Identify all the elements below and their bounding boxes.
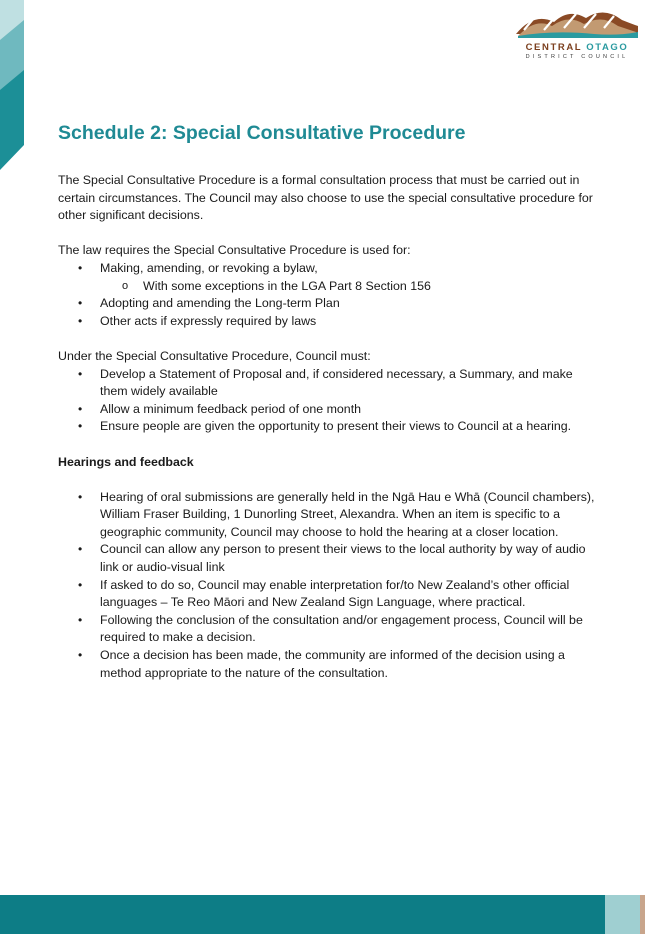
logo-mountains-icon [514, 4, 640, 42]
council-list [58, 366, 598, 436]
list-item: • Hearing of oral submissions are generally held in the Ngā Hau e Whā (Council chambers), William Fraser Building, 1 Dunorling Street, Alexandra. When an item is specific to a geographic community, Council may choose to hold the hearing at a closer location. [78, 489, 595, 539]
list-item: • Allow a minimum feedback period of one month [78, 401, 362, 416]
logo-subtitle: DISTRICT COUNCIL [525, 54, 629, 60]
council-lead: Under the Special Consultative Procedure, Council must: [58, 348, 371, 363]
footer-accent-tan [640, 895, 645, 934]
list-item: • Ensure people are given the opportunity to present their views to Council at a hearing. [78, 419, 572, 434]
list-item: • Following the conclusion of the consultation and/or engagement process, Council will be required to make a decision. [78, 612, 583, 645]
left-decoration [0, 0, 24, 170]
document-body [58, 118, 598, 682]
footer-accent-light [605, 895, 640, 934]
list-item: • Other acts if expressly required by laws [78, 313, 317, 328]
list-item: • Adopting and amending the Long-term Plan [78, 296, 340, 311]
law-lead: The law requires the Special Consultative Procedure is used for: [58, 243, 411, 258]
page-title: Schedule 2: Special Consultative Procedure [58, 122, 466, 144]
hearings-list [58, 489, 598, 683]
list-item: • Once a decision has been made, the community are informed of the decision using a method appropriate to the nature of the consultation. [78, 648, 565, 680]
intro-paragraph: The Special Consultative Procedure is a formal consultation process that must be carried out in certain circumstances. The Council may also choose to use the special consultative procedure for other significant decisions. [58, 173, 593, 223]
footer-bar [0, 895, 605, 934]
list-item: • Develop a Statement of Proposal and, if considered necessary, a Summary, and make them widely available [78, 366, 573, 399]
council-logo [514, 4, 640, 62]
law-list [58, 260, 598, 330]
logo-wordmark: CENTRAL OTAGO [525, 42, 629, 53]
list-item: • Making, amending, or revoking a bylaw, o With some exceptions in the LGA Part 8 Section 156 [58, 260, 598, 295]
hearings-heading: Hearings and feedback [58, 454, 194, 469]
sub-list [100, 278, 598, 296]
list-item: • Council can allow any person to present their views to the local authority by way of audio link or audio-visual link [78, 542, 586, 575]
list-item: o With some exceptions in the LGA Part 8 Section 156 [122, 278, 431, 293]
list-item: • If asked to do so, Council may enable interpretation for/to New Zealand’s other official languages – Te Reo Māori and New Zealand Sign Language, where practical. [78, 577, 570, 610]
